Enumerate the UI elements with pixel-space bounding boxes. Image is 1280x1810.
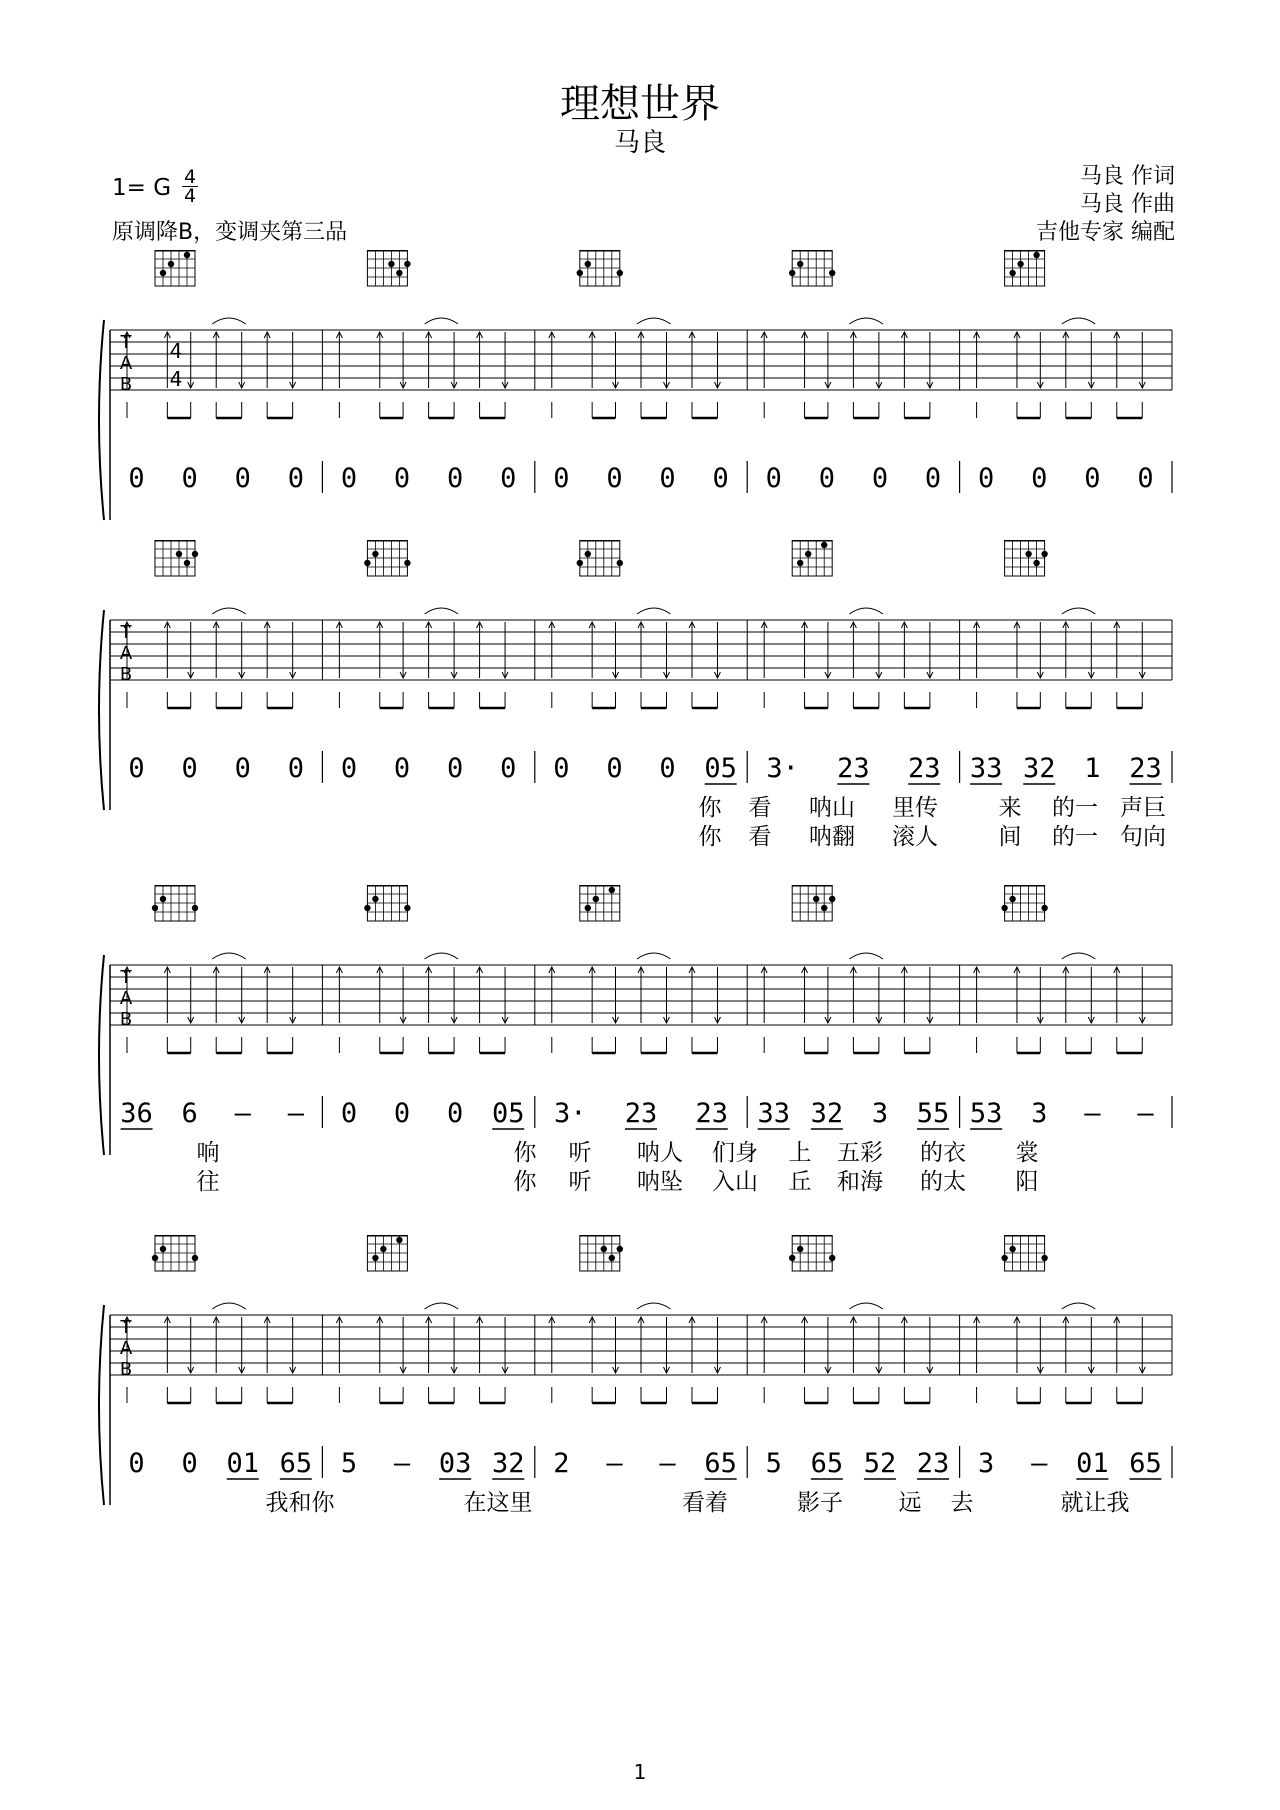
chord-dot xyxy=(1041,551,1047,557)
jianpu-note: 52 xyxy=(863,1448,897,1479)
jianpu-note: 0 xyxy=(128,1448,145,1479)
jianpu-note: 23 xyxy=(695,1098,729,1129)
jianpu-note: 32 xyxy=(1022,753,1056,784)
score-system-2 xyxy=(0,540,1280,850)
chord-dot xyxy=(797,560,803,566)
jianpu-note: 05 xyxy=(704,753,737,784)
chord-dot xyxy=(396,1237,402,1243)
lyric-line2-word: 阳 xyxy=(1015,1169,1039,1195)
lyric-line1-word: 呐山 xyxy=(809,795,855,821)
lyric-line1-word: 呐人 xyxy=(637,1140,683,1166)
lyric-line1-word: 声巨 xyxy=(1120,795,1166,821)
jianpu-note: 23 xyxy=(1129,753,1162,784)
tie xyxy=(637,953,670,959)
chord-dot xyxy=(380,1246,386,1252)
jianpu-note: 0 xyxy=(659,463,676,494)
tie xyxy=(212,1303,245,1309)
chord-dot xyxy=(184,560,190,566)
chord-dot xyxy=(1009,270,1015,276)
jianpu-note: 2 xyxy=(553,1448,570,1479)
chord-dot xyxy=(609,887,615,893)
capo-note: 原调降B，变调夹第三品 xyxy=(112,220,348,245)
jianpu-note: 0 xyxy=(128,753,145,784)
jianpu-note: — xyxy=(1137,1098,1154,1129)
score-system-4 xyxy=(0,1235,1280,1545)
tab-clef-letter: A xyxy=(119,1338,133,1359)
lyric-line2-word: 听 xyxy=(568,1169,592,1195)
lyric-line2-word: 呐坠 xyxy=(637,1169,683,1195)
chord-dot xyxy=(609,1255,615,1261)
chord-dot xyxy=(617,1246,623,1252)
lyric-line2-word: 的一 xyxy=(1052,824,1098,850)
jianpu-note: 33 xyxy=(969,753,1003,784)
chord-dot xyxy=(1041,905,1047,911)
lyric-line2-word: 入山 xyxy=(712,1169,758,1195)
chord-dot xyxy=(1033,252,1039,258)
lyric-line1-word: 你 xyxy=(698,795,722,821)
lyric-line1-word: 的一 xyxy=(1052,795,1098,821)
tab-time-signature: 4 xyxy=(169,339,183,363)
lyric-line2-word: 丘 xyxy=(788,1169,812,1195)
lyric-line1-word: 远 xyxy=(898,1490,922,1516)
tab-clef-letter: T xyxy=(120,967,132,988)
tie xyxy=(637,608,670,614)
jianpu-note: 5 xyxy=(340,1448,358,1479)
chord-dot xyxy=(1009,1246,1015,1252)
tab-clef-letter: A xyxy=(119,643,133,664)
chord-dot xyxy=(160,1246,166,1252)
jianpu-note: 65 xyxy=(704,1448,737,1479)
chord-dot xyxy=(388,261,394,267)
jianpu-note: 0 xyxy=(1084,463,1101,494)
chord-dot xyxy=(1033,560,1039,566)
jianpu-note: — xyxy=(1084,1098,1101,1129)
jianpu-note: 0 xyxy=(393,463,411,494)
jianpu-note: 0 xyxy=(287,463,304,494)
jianpu-note: — xyxy=(287,1098,304,1129)
chord-dot xyxy=(577,560,583,566)
tab-time-signature: 4 xyxy=(169,367,183,391)
chord-dot xyxy=(1001,1255,1007,1261)
jianpu-note: 0 xyxy=(447,1098,464,1129)
chord-dot xyxy=(585,261,591,267)
tie xyxy=(425,318,458,324)
chord-dot xyxy=(789,270,795,276)
tab-clef-letter: A xyxy=(119,353,133,374)
chord-dot xyxy=(829,1255,835,1261)
jianpu-note: 23 xyxy=(907,753,941,784)
lyric-line2-word: 你 xyxy=(513,1169,537,1195)
chord-dot xyxy=(805,551,811,557)
tie xyxy=(1062,1303,1095,1309)
chord-dot xyxy=(585,551,591,557)
jianpu-note: 0 xyxy=(553,463,570,494)
jianpu-note: 0 xyxy=(659,753,676,784)
jianpu-note: 0 xyxy=(393,1098,411,1129)
lyric-line1-word: 我和你 xyxy=(265,1490,335,1516)
tab-clef-letter: T xyxy=(120,1317,132,1338)
lyric-line1-word: 们身 xyxy=(712,1140,758,1166)
lyric-line1-word: 在这里 xyxy=(463,1490,533,1516)
jianpu-note: 0 xyxy=(765,463,782,494)
lyric-line2-word: 句向 xyxy=(1120,824,1166,850)
lyric-line1-word: 就让我 xyxy=(1060,1490,1130,1516)
jianpu-note: 65 xyxy=(279,1448,313,1479)
jianpu-note: 0 xyxy=(500,753,517,784)
jianpu-note: — xyxy=(234,1098,251,1129)
tab-clef-letter: T xyxy=(120,332,132,353)
jianpu-note: 33 xyxy=(757,1098,791,1129)
tab-clef-letter: B xyxy=(119,374,133,395)
chord-dot xyxy=(160,270,166,276)
jianpu-note: 0 xyxy=(393,753,411,784)
time-signature-top: 4 xyxy=(183,166,197,188)
jianpu-note: 0 xyxy=(234,463,251,494)
jianpu-note: 0 xyxy=(181,463,198,494)
jianpu-note: 65 xyxy=(810,1448,844,1479)
jianpu-note: 3 xyxy=(978,1448,995,1479)
lyric-line2-word: 你 xyxy=(698,824,722,850)
jianpu-note: 0 xyxy=(340,1098,358,1129)
system-brace xyxy=(99,320,104,520)
chord-dot xyxy=(160,896,166,902)
jianpu-note: 0 xyxy=(1137,463,1154,494)
jianpu-note: 0 xyxy=(447,463,464,494)
lyric-line1-word: 影子 xyxy=(797,1490,843,1516)
chord-dot xyxy=(364,560,370,566)
chord-dot xyxy=(601,1246,607,1252)
chord-dot xyxy=(372,896,378,902)
tie xyxy=(849,953,882,959)
system-brace xyxy=(99,1305,104,1505)
jianpu-note: 0 xyxy=(340,463,358,494)
chord-dot xyxy=(813,896,819,902)
score-system-1 xyxy=(0,250,1280,560)
chord-dot xyxy=(404,560,410,566)
lyric-line1-word: 裳 xyxy=(1015,1140,1039,1166)
jianpu-note: 0 xyxy=(553,753,570,784)
tab-clef-letter: B xyxy=(119,1359,133,1380)
jianpu-note: 0 xyxy=(606,753,623,784)
chord-dot xyxy=(192,551,198,557)
jianpu-note: 0 xyxy=(340,753,358,784)
chord-dot xyxy=(404,261,410,267)
jianpu-note: 0 xyxy=(978,463,995,494)
lyric-line1-word: 看着 xyxy=(682,1490,728,1516)
tab-clef-letter: B xyxy=(119,664,133,685)
score-system-3 xyxy=(0,885,1280,1195)
credits xyxy=(1036,163,1175,247)
credit-lyricist: 马良 作词 xyxy=(1080,164,1175,189)
chord-dot xyxy=(192,905,198,911)
jianpu-note: 3· xyxy=(553,1098,587,1129)
lyric-line1-word: 听 xyxy=(568,1140,592,1166)
lyric-line1-word: 你 xyxy=(513,1140,537,1166)
tab-clef-letter: T xyxy=(120,622,132,643)
jianpu-note: 53 xyxy=(969,1098,1003,1129)
jianpu-note: 0 xyxy=(181,753,198,784)
chord-dot xyxy=(192,1255,198,1261)
tie xyxy=(212,608,245,614)
tie xyxy=(637,1303,670,1309)
jianpu-note: 01 xyxy=(1076,1448,1109,1479)
jianpu-note: 0 xyxy=(924,463,942,494)
jianpu-note: 3 xyxy=(1031,1098,1048,1129)
chord-dot xyxy=(396,270,402,276)
chord-dot xyxy=(1009,896,1015,902)
tie xyxy=(1062,953,1095,959)
time-signature xyxy=(182,168,198,205)
jianpu-note: 0 xyxy=(287,753,304,784)
chord-dot xyxy=(372,1255,378,1261)
jianpu-note: 0 xyxy=(447,753,464,784)
chord-dot xyxy=(821,542,827,548)
jianpu-note: 3 xyxy=(871,1098,889,1129)
tie xyxy=(849,608,882,614)
time-signature-bottom: 4 xyxy=(183,185,197,207)
jianpu-note: — xyxy=(606,1448,623,1479)
jianpu-note: — xyxy=(393,1448,411,1479)
lyric-line1-word: 里传 xyxy=(892,795,938,821)
chord-dot xyxy=(829,270,835,276)
chord-dot xyxy=(829,896,835,902)
chord-dot xyxy=(1017,261,1023,267)
chord-dot xyxy=(184,252,190,258)
chord-dot xyxy=(789,1255,795,1261)
credit-arranger: 吉他专家 编配 xyxy=(1036,220,1175,245)
jianpu-note: 55 xyxy=(916,1098,950,1129)
jianpu-note: 6 xyxy=(181,1098,198,1129)
jianpu-note: 65 xyxy=(1129,1448,1162,1479)
lyric-line1-word: 去 xyxy=(950,1490,974,1516)
tie xyxy=(849,1303,882,1309)
key-signature: 1= G xyxy=(112,175,172,201)
jianpu-note: 23 xyxy=(837,753,870,784)
lyric-line1-word: 看 xyxy=(748,795,772,821)
song-artist: 马良 xyxy=(613,128,666,158)
chord-dot xyxy=(617,270,623,276)
lyric-line2-word: 和海 xyxy=(837,1169,883,1195)
chord-dot xyxy=(577,270,583,276)
tie xyxy=(212,318,245,324)
jianpu-note: 0 xyxy=(181,1448,198,1479)
tie xyxy=(1062,318,1095,324)
jianpu-note: — xyxy=(1031,1448,1048,1479)
chord-dot xyxy=(168,261,174,267)
song-title: 理想世界 xyxy=(560,81,720,127)
chord-dot xyxy=(593,896,599,902)
tie xyxy=(425,608,458,614)
tie xyxy=(425,953,458,959)
lyric-line2-word: 滚人 xyxy=(892,824,938,850)
system-brace xyxy=(99,955,104,1155)
chord-dot xyxy=(1041,1255,1047,1261)
page-number: 1 xyxy=(633,1760,647,1784)
jianpu-note: 23 xyxy=(916,1448,950,1479)
lyric-line1-word: 五彩 xyxy=(837,1140,883,1166)
chord-dot xyxy=(797,1246,803,1252)
chord-dot xyxy=(797,261,803,267)
tie xyxy=(849,318,882,324)
chord-dot xyxy=(821,905,827,911)
jianpu-note: — xyxy=(659,1448,676,1479)
lyric-line2-word: 的太 xyxy=(920,1169,966,1195)
chord-dot xyxy=(404,905,410,911)
chord-dot xyxy=(1025,551,1031,557)
lyric-line1-word: 的衣 xyxy=(920,1140,966,1166)
credit-composer: 马良 作曲 xyxy=(1080,192,1175,217)
lyric-line2-word: 看 xyxy=(748,824,772,850)
jianpu-note: 1 xyxy=(1084,753,1101,784)
jianpu-note: 01 xyxy=(226,1448,260,1479)
jianpu-note: 0 xyxy=(128,463,145,494)
jianpu-note: 36 xyxy=(120,1098,153,1129)
jianpu-note: 0 xyxy=(1031,463,1048,494)
tab-clef-letter: B xyxy=(119,1009,133,1030)
tab-clef-letter: A xyxy=(119,988,133,1009)
chord-dot xyxy=(364,905,370,911)
jianpu-note: 23 xyxy=(624,1098,658,1129)
lyric-line1-word: 来 xyxy=(998,795,1022,821)
jianpu-note: 0 xyxy=(871,463,889,494)
system-brace xyxy=(99,610,104,810)
jianpu-note: 05 xyxy=(491,1098,525,1129)
jianpu-note: 0 xyxy=(818,463,835,494)
tie xyxy=(425,1303,458,1309)
jianpu-note: 32 xyxy=(491,1448,525,1479)
tie xyxy=(1062,608,1095,614)
jianpu-note: 03 xyxy=(438,1448,472,1479)
chord-dot xyxy=(176,551,182,557)
chord-dot xyxy=(1001,905,1007,911)
jianpu-note: 0 xyxy=(500,463,517,494)
tie xyxy=(637,318,670,324)
chord-dot xyxy=(152,1255,158,1261)
jianpu-note: 5 xyxy=(765,1448,782,1479)
lyric-line2-word: 间 xyxy=(998,824,1022,850)
lyric-line1-word: 上 xyxy=(788,1140,812,1166)
lyric-line2-word: 往 xyxy=(196,1169,220,1195)
jianpu-note: 0 xyxy=(606,463,623,494)
chord-dot xyxy=(585,905,591,911)
lyric-line2-word: 呐翻 xyxy=(809,824,855,850)
chord-dot xyxy=(372,551,378,557)
chord-dot xyxy=(152,905,158,911)
lyric-line1-word: 响 xyxy=(196,1140,220,1166)
jianpu-note: 32 xyxy=(810,1098,844,1129)
jianpu-note: 3· xyxy=(766,753,799,784)
chord-dot xyxy=(617,560,623,566)
jianpu-note: 0 xyxy=(712,463,729,494)
jianpu-note: 0 xyxy=(234,753,251,784)
tie xyxy=(212,953,245,959)
